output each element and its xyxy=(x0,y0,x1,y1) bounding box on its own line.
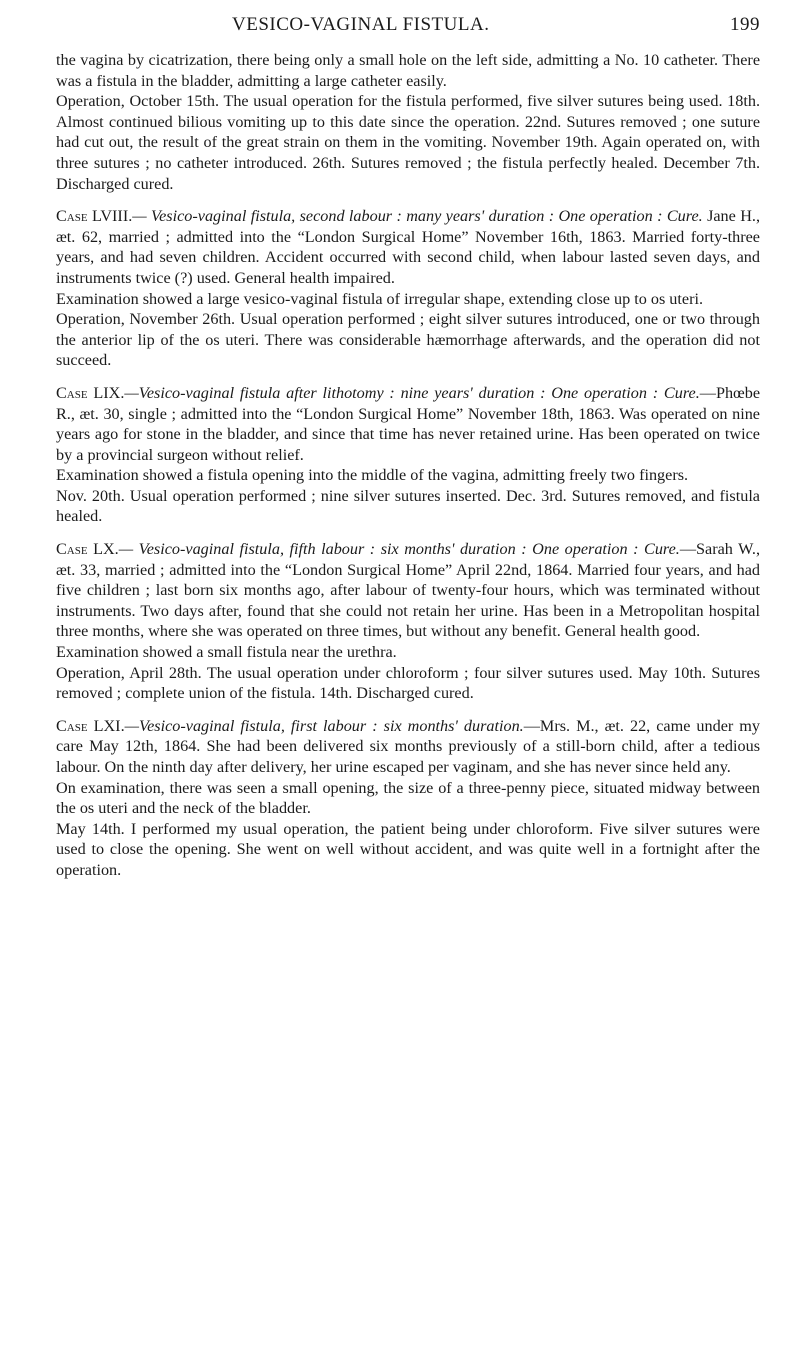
case-lix xyxy=(56,383,760,527)
case-heading xyxy=(56,716,760,778)
case-label: Case LX. xyxy=(56,540,119,559)
case-paragraph: May 14th. I performed my usual operation, the patient being under chloroform. Five silver sutures were used to close the opening. She went on well without accident, and was quite well in a fortnight after the operation. xyxy=(56,819,760,879)
case-lx xyxy=(56,539,760,704)
case-label: Case LXI. xyxy=(56,716,125,735)
page-number: 199 xyxy=(730,14,760,35)
case-paragraph: Nov. 20th. Usual operation performed ; nine silver sutures inserted. Dec. 3rd. Sutures removed, and fistula healed. xyxy=(56,486,760,526)
case-label: Case LVIII. xyxy=(56,207,133,226)
running-title: VESICO-VAGINAL FISTULA. xyxy=(232,14,490,35)
case-title: — Vesico-vaginal fistula, second labour : many years' duration : One operation : Cure. xyxy=(132,207,703,226)
case-paragraph: On examination, there was seen a small opening, the size of a three-penny piece, situated midway between the os uteri and the neck of the bladder. xyxy=(56,778,760,818)
case-paragraph: Examination showed a small fistula near the urethra. xyxy=(56,643,397,662)
case-heading xyxy=(56,539,760,642)
case-heading xyxy=(56,383,760,465)
body-text xyxy=(56,50,760,881)
case-paragraph: Operation, November 26th. Usual operation performed ; eight silver sutures introduced, one or two through the anterior lip of the os uteri. There was considerable hæmorrhage afterwards, and the operation did not succeed. xyxy=(56,310,760,370)
case-paragraph: Examination showed a large vesico-vaginal fistula of irregular shape, extending close up to os uteri. xyxy=(56,289,704,308)
case-text: Jane H., æt. 62, married ; admitted into the “London Surgical Home” November 16th, 1863. Married forty-three years, and had seven children. Accident occurred with second child, when labour lasted seven days, and instruments twice (?) used. General health impaired. xyxy=(56,207,760,287)
case-lviii xyxy=(56,206,760,371)
case-paragraph: Operation, April 28th. The usual operation under chloroform ; four silver sutures used. May 10th. Sutures removed ; complete union of the fistula. 14th. Discharged cured. xyxy=(56,663,760,703)
case-lxi xyxy=(56,716,760,881)
case-text: —Phœbe R., æt. 30, single ; admitted into the “London Surgical Home” November 18th, 1863. Was operated on nine years ago for stone in the bladder, and since that time has never retained urine. Has been operated on twice by a provincial surgeon without relief. xyxy=(56,383,761,464)
case-label: Case LIX. xyxy=(56,383,125,402)
case-title: —Vesico-vaginal fistula after lithotomy : nine years' duration : One operation : Cure. xyxy=(124,383,700,402)
case-title: —Vesico-vaginal fistula, first labour : six months' duration. xyxy=(124,716,524,735)
case-title: — Vesico-vaginal fistula, fifth labour : six months' duration : One operation : Cure. xyxy=(118,540,680,559)
case-text: —Sarah W., æt. 33, married ; admitted into the “London Surgical Home” April 22nd, 1864. Married four years, and had five children ; last born six months ago, after labour of twenty-four hours, which was terminated without instruments. Two days after, found that she could not retain her urine. Has been in a Metropolitan hospital three months, where she was operated on three times, but without any benefit. General health good. xyxy=(56,540,761,641)
case-text: —Mrs. M., æt. 22, came under my care May 12th, 1864. She had been delivered six months previously of a still-born child, after a tedious labour. On the ninth day after delivery, her urine escaped per vaginam, and she has never since held any. xyxy=(56,716,760,776)
intro-paragraph-2: Operation, October 15th. The usual operation for the fistula performed, five silver sutures being used. 18th. Almost continued bilious vomiting up to this date since the operation. 22nd. Sutures removed ; one suture had cut out, the result of the great strain on them in the vomiting. November 19th. Again operated on, with three sutures ; no catheter introduced. 26th. Sutures removed ; the fistula perfectly healed. December 7th. Discharged cured. xyxy=(56,92,760,193)
case-paragraph: Examination showed a fistula opening into the middle of the vagina, admitting freely two fingers. xyxy=(56,466,689,485)
intro-paragraph-1: the vagina by cicatrization, there being only a small hole on the left side, admitting a No. 10 catheter. There was a fistula in the bladder, admitting a large catheter easily. xyxy=(56,51,760,90)
case-heading xyxy=(56,206,760,288)
running-head xyxy=(56,14,760,40)
